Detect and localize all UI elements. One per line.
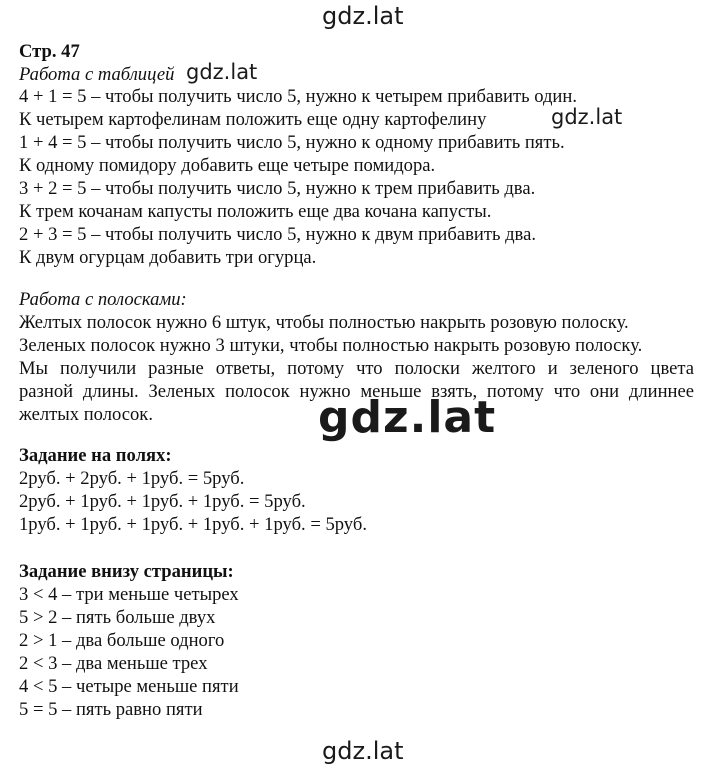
page-title: Стр. 47: [19, 41, 80, 62]
section-strips-line: желтых полосок.: [19, 404, 153, 425]
section-margins-line: 2руб. + 2руб. + 1руб. = 5руб.: [19, 468, 245, 489]
section-margins-line: 1руб. + 1руб. + 1руб. + 1руб. + 1руб. = 5руб.: [19, 514, 367, 535]
section-table-line: К трем кочанам капусты положить еще два кочана капусты.: [19, 201, 492, 222]
section-strips-line: разной длины. Зеленых полосок нужно меньше взять, потому что они длиннее: [19, 381, 694, 402]
watermark-top: gdz.lat: [322, 2, 404, 30]
section-table-line: К четырем картофелинам положить еще одну картофелину: [19, 109, 487, 130]
section-strips-line: Мы получили разные ответы, потому что полоски желтого и зеленого цвета: [19, 358, 694, 379]
section-bottom-heading: Задание внизу страницы:: [19, 561, 234, 582]
section-margins-heading: Задание на полях:: [19, 445, 172, 466]
section-table-line: 4 + 1 = 5 – чтобы получить число 5, нужно к четырем прибавить один.: [19, 86, 577, 107]
section-table-line: К двум огурцам добавить три огурца.: [19, 247, 317, 268]
section-table-heading: Работа с таблицей: [19, 64, 175, 85]
watermark-inline-1: gdz.lat: [186, 60, 258, 84]
section-table-line: К одному помидору добавить еще четыре помидора.: [19, 155, 436, 176]
section-bottom-line: 2 < 3 – два меньше трех: [19, 653, 208, 674]
section-bottom-line: 2 > 1 – два больше одного: [19, 630, 225, 651]
section-bottom-line: 5 > 2 – пять больше двух: [19, 607, 216, 628]
section-table-line: 3 + 2 = 5 – чтобы получить число 5, нужно к трем прибавить два.: [19, 178, 536, 199]
watermark-inline-2: gdz.lat: [551, 105, 623, 129]
watermark-bottom: gdz.lat: [322, 737, 404, 765]
section-table-line: 2 + 3 = 5 – чтобы получить число 5, нужно к двум прибавить два.: [19, 224, 536, 245]
section-strips-line: Зеленых полосок нужно 3 штуки, чтобы полностью накрыть розовую полоску.: [19, 335, 643, 356]
section-bottom-line: 3 < 4 – три меньше четырех: [19, 584, 239, 605]
section-bottom-line: 5 = 5 – пять равно пяти: [19, 699, 203, 720]
section-bottom-line: 4 < 5 – четыре меньше пяти: [19, 676, 239, 697]
section-margins-line: 2руб. + 1руб. + 1руб. + 1руб. = 5руб.: [19, 491, 306, 512]
section-table-line: 1 + 4 = 5 – чтобы получить число 5, нужно к одному прибавить пять.: [19, 132, 565, 153]
section-strips-line: Желтых полосок нужно 6 штук, чтобы полностью накрыть розовую полоску.: [19, 312, 629, 333]
section-strips-heading: Работа с полосками:: [19, 289, 187, 310]
watermark-center: gdz.lat: [318, 392, 497, 443]
